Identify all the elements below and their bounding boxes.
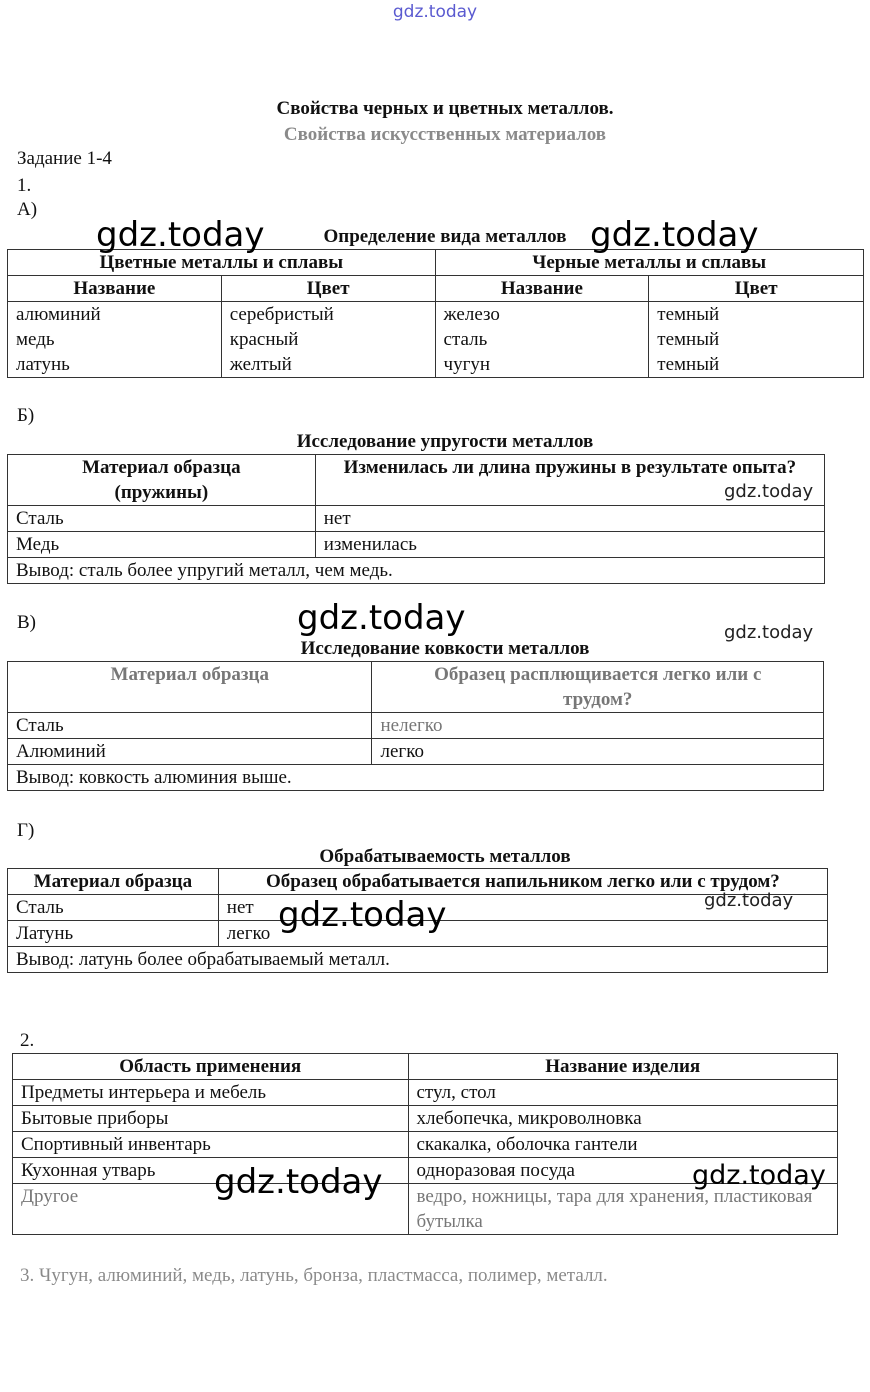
colored-color: красный <box>229 329 299 350</box>
result-cell: нет <box>218 895 827 921</box>
ferrous-color: темный <box>657 354 720 375</box>
part-b-label: Б) <box>17 405 35 426</box>
table-cell <box>8 302 222 378</box>
table-b-caption: Исследование упругости металлов <box>296 431 594 452</box>
material-cell: Сталь <box>8 895 219 921</box>
table-row <box>8 455 825 506</box>
table-row <box>13 1106 838 1132</box>
result-cell: легко <box>372 739 824 765</box>
area-cell: Бытовые приборы <box>13 1106 409 1132</box>
col-name-header: Название <box>8 276 222 302</box>
product-cell: стул, стол <box>408 1080 838 1106</box>
product-cell: ведро, ножницы, тара для хранения, пластиковая бутылка <box>408 1184 838 1235</box>
table-row <box>8 662 824 713</box>
table-row <box>13 1080 838 1106</box>
colored-name: медь <box>16 329 55 350</box>
group-colored-header: Цветные металлы и сплавы <box>8 250 436 276</box>
part-v-label: В) <box>17 612 36 633</box>
area-cell: Предметы интерьера и мебель <box>13 1080 409 1106</box>
colored-name: латунь <box>16 354 70 375</box>
watermark: gdz.today <box>692 1160 826 1191</box>
col-name-header: Название <box>435 276 649 302</box>
result-header: Образец расплющивается легко или с трудом? <box>372 662 824 713</box>
task-label: Задание 1-4 <box>17 148 112 169</box>
result-header: Образец обрабатывается напильником легко или с трудом? <box>218 869 827 895</box>
table-row <box>13 1054 838 1080</box>
watermark: gdz.today <box>278 895 447 935</box>
result-cell: изменилась <box>315 532 824 558</box>
item-2-label: 2. <box>20 1030 35 1051</box>
table-row <box>13 1184 838 1235</box>
watermark: gdz.today <box>724 622 814 643</box>
table-row <box>8 302 864 378</box>
material-header: Материал образца <box>8 869 219 895</box>
col-color-header: Цвет <box>221 276 435 302</box>
conclusion-cell: Вывод: сталь более упругий металл, чем медь. <box>8 558 825 584</box>
part-g-label: Г) <box>17 820 35 841</box>
colored-color: желтый <box>229 354 292 375</box>
page-title: Свойства черных и цветных металлов. <box>276 98 614 119</box>
table-row <box>8 276 864 302</box>
colored-name: алюминий <box>16 304 101 325</box>
table-row <box>8 739 824 765</box>
result-cell: нелегко <box>372 713 824 739</box>
area-cell: Другое <box>13 1184 409 1235</box>
material-header: Материал образца (пружины) <box>8 455 316 506</box>
watermark: gdz.today <box>724 481 814 502</box>
table-cell <box>221 302 435 378</box>
result-cell: нет <box>315 506 824 532</box>
result-header: Изменилась ли длина пружины в результате опыта? <box>315 455 824 506</box>
ferrous-name: железо <box>443 304 500 325</box>
area-cell: Кухонная утварь <box>13 1158 409 1184</box>
material-cell: Сталь <box>8 713 372 739</box>
table-cell <box>435 302 649 378</box>
material-cell: Сталь <box>8 506 316 532</box>
ferrous-name: сталь <box>443 329 488 350</box>
item-1-label: 1. <box>17 175 32 196</box>
table-row <box>8 765 824 791</box>
watermark: gdz.today <box>214 1162 383 1202</box>
table-g-caption: Обрабатываемость металлов <box>319 846 571 867</box>
conclusion-cell: Вывод: латунь более обрабатываемый металл. <box>8 947 828 973</box>
product-header: Название изделия <box>408 1054 838 1080</box>
col-color-header: Цвет <box>649 276 864 302</box>
part-a-label: А) <box>17 199 38 220</box>
table-row <box>8 713 824 739</box>
ferrous-name: чугун <box>443 354 491 375</box>
conclusion-cell: Вывод: ковкость алюминия выше. <box>8 765 824 791</box>
table-row <box>13 1132 838 1158</box>
colored-color: серебристый <box>229 304 334 325</box>
watermark-top: gdz.today <box>392 2 478 22</box>
table-row <box>8 558 825 584</box>
watermark: gdz.today <box>704 890 794 911</box>
table-row <box>8 947 828 973</box>
answer-3: 3. Чугун, алюминий, медь, латунь, бронза, пластмасса, полимер, металл. <box>20 1265 608 1286</box>
watermark: gdz.today <box>590 215 759 255</box>
area-header: Область применения <box>13 1054 409 1080</box>
ferrous-color: темный <box>657 329 720 350</box>
table-row <box>8 506 825 532</box>
product-cell: скакалка, оболочка гантели <box>408 1132 838 1158</box>
product-cell: одноразовая посуда <box>408 1158 838 1184</box>
material-cell: Алюминий <box>8 739 372 765</box>
watermark: gdz.today <box>297 598 466 638</box>
area-cell: Спортивный инвентарь <box>13 1132 409 1158</box>
materials-usage-table <box>12 1053 838 1235</box>
table-v-caption: Исследование ковкости металлов <box>300 638 590 659</box>
material-header: Материал образца <box>8 662 372 713</box>
watermark: gdz.today <box>96 215 265 255</box>
ferrous-color: темный <box>657 304 720 325</box>
group-ferrous-header: Черные металлы и сплавы <box>435 250 863 276</box>
metal-types-table <box>7 249 864 378</box>
material-cell: Медь <box>8 532 316 558</box>
product-cell: хлебопечка, микроволновка <box>408 1106 838 1132</box>
material-cell: Латунь <box>8 921 219 947</box>
table-a-caption: Определение вида металлов <box>323 226 567 247</box>
malleability-table <box>7 661 824 791</box>
table-cell <box>649 302 864 378</box>
elasticity-table <box>7 454 825 584</box>
page-subtitle: Свойства искусственных материалов <box>283 124 607 145</box>
result-cell: легко <box>218 921 827 947</box>
table-row <box>8 532 825 558</box>
